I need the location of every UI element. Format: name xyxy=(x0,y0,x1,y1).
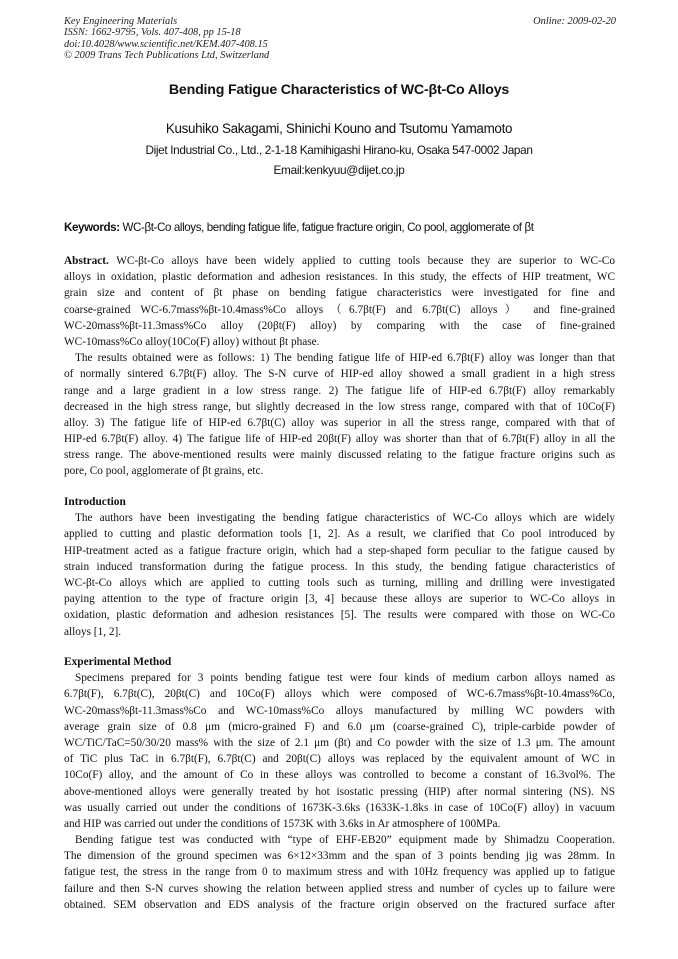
abstract-line: The results obtained were as follows: 1) The bending fatigue life of HIP-ed 6.7βt(F) alloy was longer than that xyxy=(75,352,615,365)
abstract-line: alloy. 3) The fatigue life of HIP-ed 6.7βt(C) alloy was superior in all the stress range, compared with that of xyxy=(64,416,615,429)
body-line: Bending fatigue test was conducted with “type of EHF-EB20” equipment made by Shimadzu Cooperation. xyxy=(75,834,615,847)
body-line: HIP-treatment acted as a fatigue fracture origin, which had a step-shaped form peculiar to the fatigue caused by xyxy=(64,544,615,557)
journal-name: Key Engineering Materials xyxy=(64,16,178,27)
keywords-label: Keywords: xyxy=(64,221,120,234)
paper-title: Bending Fatigue Characteristics of WC-βt-Co Alloys xyxy=(168,82,510,98)
abstract-line: grain size and content of βt phase on bending fatigue characteristics were investigated for fine and xyxy=(64,287,615,300)
body-line: WC-20mass%βt-11.3mass%Co and WC-10mass%Co alloys manufactured by milling WC powders with xyxy=(64,704,615,717)
experimental-section xyxy=(64,654,615,913)
abstract-line: stress range. The above-mentioned results were mainly discussed relating to the fatigue fracture origins such as xyxy=(64,449,615,462)
body-line: paying attention to the type of fracture origin [3, 4] because these alloys are superior to WC-Co alloys in xyxy=(64,593,615,606)
body-line: obtained. SEM observation and EDS analysis of the fracture origin observed on the fractured surface after xyxy=(64,898,615,911)
abstract-line: alloys in oxidation, plastic deformation and adhesion resistances. In this study, the effects of HIP treatment, WC xyxy=(64,271,615,284)
journal-header xyxy=(64,16,616,62)
abstract-line: HIP-ed 6.7βt(F) alloy. 4) The fatigue life of HIP-ed 20βt(F) alloy was shorter than that of 6.7βt(F) alloy in all the xyxy=(64,433,615,446)
body-line: The dimension of the ground specimen was 6×12×33mm and the span of 3 points bending jig was 28mm. In xyxy=(64,850,615,863)
abstract-line: pore, Co pool, agglomerate of βt grains, etc. xyxy=(64,465,264,478)
online-date: Online: 2009-02-20 xyxy=(533,16,616,27)
body-line: and HIP was carried out under the conditions of 1573K with 3.6ks in Ar atmosphere of 100MPa. xyxy=(64,817,501,830)
abstract-line: range and a large gradient in a low stress range. 2) The fatigue life of HIP-ed 6.7βt(F) alloy remarkably xyxy=(64,384,615,397)
body-line: above-mentioned alloys were generally treated by hot isostatic pressing (HIP) after normal sintering (NS). NS xyxy=(64,785,615,798)
body-line: was usually carried out under the conditions of 1673K-3.6ks (1633K-1.8ks in case of 10Co(F) alloy) in vacuum xyxy=(64,801,615,814)
body-line: average grain size of 0.8 μm (micro-grained F) and 6.0 μm (coarse-grained C), triple-carbide powder of xyxy=(64,720,615,733)
keywords-text: WC-βt-Co alloys, bending fatigue life, fatigue fracture origin, Co pool, agglomerate of βt xyxy=(119,221,534,234)
abstract-line: WC-10mass%Co alloy(10Co(F) alloy) without βt phase. xyxy=(64,335,320,348)
body-line: fatigue test, the stress in the range from 0 to maximum stress and with 10Hz frequency was applied up to fatigue xyxy=(64,866,615,879)
body-line: strain induced transformation during the fatigue process. In this study, the bending fatigue characteristics of xyxy=(64,560,615,573)
author-list: Kusuhiko Sakagami, Shinichi Kouno and Tsutomu Yamamoto xyxy=(165,121,513,136)
affiliation: Dijet Industrial Co., Ltd., 2-1-18 Kamihigashi Hirano-ku, Osaka 547-0002 Japan xyxy=(145,143,533,157)
abstract-line: Abstract. WC-βt-Co alloys have been widely applied to cutting tools because they are superior to WC-Co xyxy=(64,255,615,267)
abstract-line: of normally sintered 6.7βt(F) alloy. The S-N curve of HIP-ed alloy showed a small gradient in a high stress xyxy=(64,368,615,381)
abstract xyxy=(64,253,615,480)
body-line: Specimens prepared for 3 points bending fatigue test were four kinds of medium carbon alloys named as xyxy=(75,672,615,685)
body-line: 6.7βt(F), 6.7βt(C), 20βt(C) and 10Co(F) alloys which were composed of WC-6.7mass%βt-10.4mass%Co, xyxy=(64,688,615,701)
experimental-heading: Experimental Method xyxy=(64,656,172,668)
abstract-line: decreased in the high stress range, but slightly decreased in the low stress range, compared with that of 10Co(F) xyxy=(64,400,615,413)
body-line: The authors have been investigating the bending fatigue characteristics of WC-Co alloys which are widely xyxy=(75,512,615,525)
contact-email: Email:kenkyuu@dijet.co.jp xyxy=(273,163,405,177)
body-line: failure and then S-N curves showing the relation between applied stress and number of cycles up to failure were xyxy=(64,882,615,895)
journal-issn: ISSN: 1662-9795, Vols. 407-408, pp 15-18 xyxy=(64,27,241,39)
body-line: WC-βt-Co alloys which are applied to cutting tools such as turning, milling and drilling were investigated xyxy=(64,576,615,589)
abstract-line: coarse-grained WC-6.7mass%βt-10.4mass%Co alloys（6.7βt(F) and 6.7βt(C) alloys） and fine-grained xyxy=(64,303,615,316)
body-line: applied to cutting and plastic deformation tools [1, 2]. As a result, we clarified that Co pool introduced by xyxy=(64,528,615,541)
abstract-line: WC-20mass%βt-11.3mass%Co alloy (20βt(F) alloy) by comparing with the case of fine-grained xyxy=(64,319,615,332)
journal-copyright: © 2009 Trans Tech Publications Ltd, Switzerland xyxy=(64,50,270,62)
keywords-line xyxy=(64,221,624,234)
abstract-label: Abstract. xyxy=(64,255,109,267)
body-line: 10Co(F) alloy, and the amount of Co in these alloys was controlled to become a constant of 16.3vol%. The xyxy=(64,769,615,782)
body-line: of TiC plus TaC in 6.7βt(F), 6.7βt(C) and 20βt(C) alloys was replaced by the equivalent amount of WC in xyxy=(64,753,615,766)
body-line: WC/TiC/TaC=50/30/20 mass% with the size of 2.1 μm (βt) and Co powder with the size of 1.3 μm. The amount xyxy=(64,736,615,749)
body-line: alloys [1, 2]. xyxy=(64,625,122,638)
introduction-section xyxy=(64,494,615,640)
journal-doi: doi:10.4028/www.scientific.net/KEM.407-408.15 xyxy=(64,38,268,50)
body-line: oxidation, plastic deformation and adhesion resistances [5]. The results were compared with those on WC-Co xyxy=(64,609,615,622)
introduction-heading: Introduction xyxy=(64,496,126,508)
